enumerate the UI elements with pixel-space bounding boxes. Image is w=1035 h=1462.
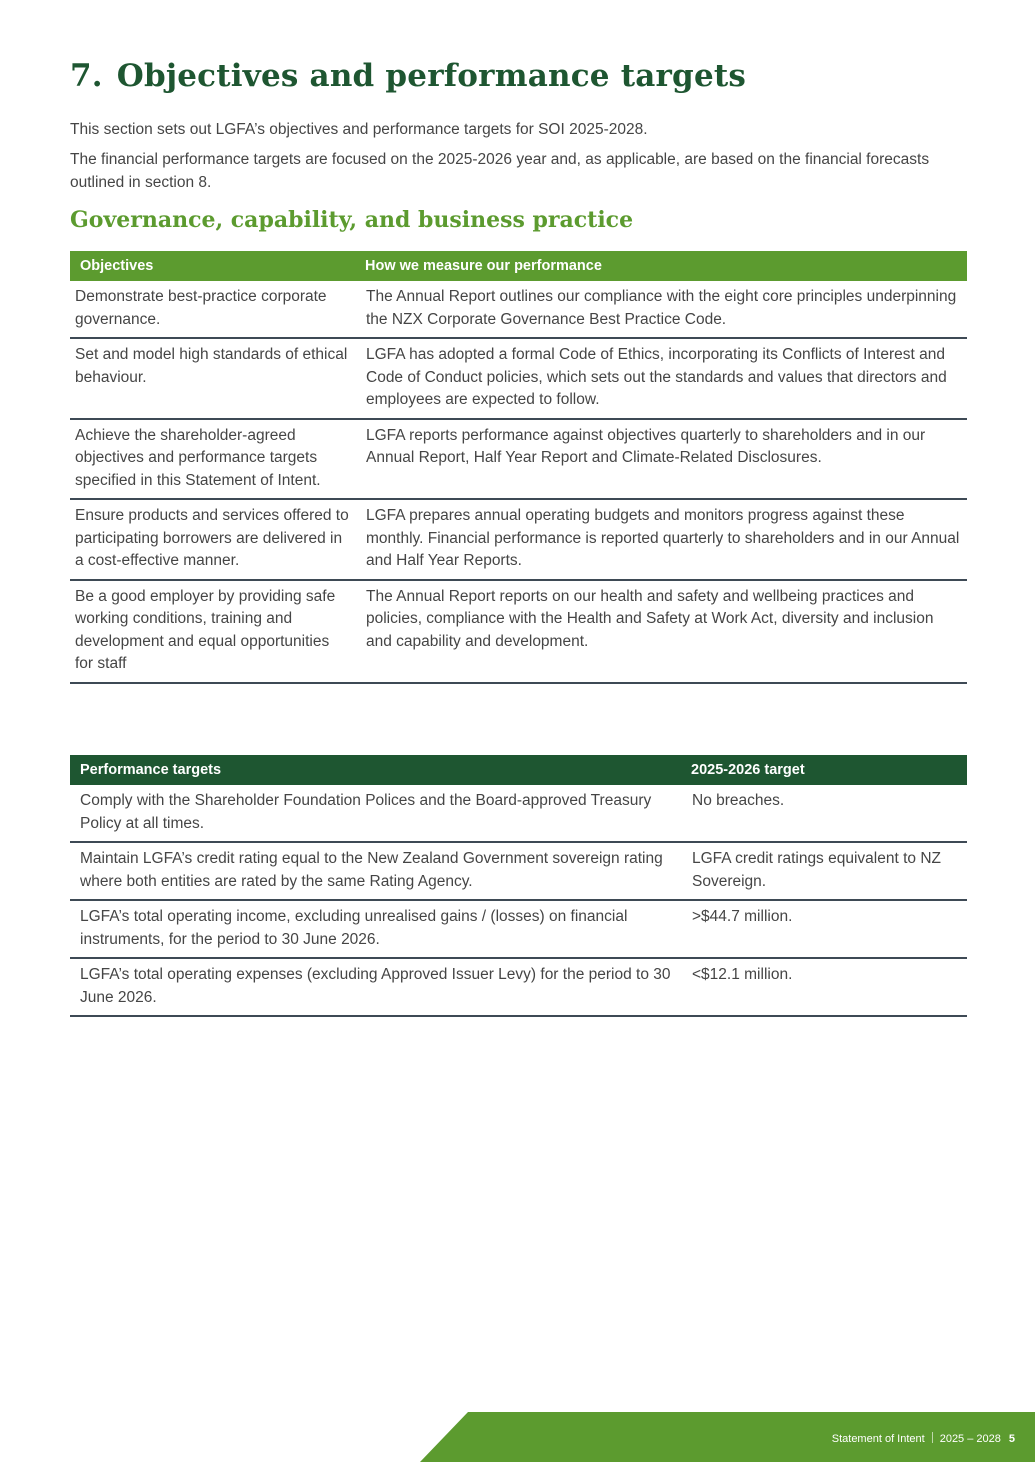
table-row [70,499,967,580]
column-header-target-year: 2025-2026 target [681,755,967,785]
target-value-cell: No breaches. [681,785,967,842]
intro-paragraph: The financial performance targets are focused on the 2025-2026 year and, as applicable, are based on the financial forecasts outlined in section 8. [70,151,930,191]
column-header-objectives: Objectives [70,251,355,281]
objective-cell: Set and model high standards of ethical behaviour. [70,338,355,419]
footer-document-title: Statement of Intent [831,1433,925,1445]
target-cell: LGFA’s total operating income, excluding unrealised gains / (losses) on financial instruments, for the period to 30 June 2026. [70,900,681,958]
governance-table [70,251,967,684]
measure-cell: The Annual Report outlines our compliance with the eight core principles underpinning the NZX Corporate Governance Best Practice Code. [355,281,967,338]
table-row [70,580,967,683]
table-row [70,958,967,1016]
objective-cell: Be a good employer by providing safe working conditions, training and development and equal opportunities for staff [70,580,355,683]
intro-paragraph: This section sets out LGFA’s objectives and performance targets for SOI 2025-2028. [70,121,648,138]
target-cell: LGFA’s total operating expenses (excluding Approved Issuer Levy) for the period to 30 June 2026. [70,958,681,1016]
footer-period: 2025 – 2028 [939,1433,1001,1445]
footer [832,1432,1015,1445]
footer-divider [932,1432,933,1443]
table-row [70,900,967,958]
performance-targets-table [70,755,967,1017]
target-cell: Maintain LGFA’s credit rating equal to the New Zealand Government sovereign rating where both entities are rated by the same Rating Agency. [70,842,681,900]
table-row [70,281,967,338]
table-row [70,785,967,842]
measure-cell: LGFA has adopted a formal Code of Ethics, incorporating its Conflicts of Interest and Code of Conduct policies, which sets out the standards and values that directors and employees are expected to follow. [355,338,967,419]
target-value-cell: <$12.1 million. [681,958,967,1016]
objective-cell: Demonstrate best-practice corporate governance. [70,281,355,338]
measure-cell: LGFA prepares annual operating budgets and monitors progress against these monthly. Financial performance is reported quarterly to shareholders and in our Annual and Half Year Reports. [355,499,967,580]
table-row [70,842,967,900]
section-heading: Governance, capability, and business practice [70,207,634,233]
target-value-cell: LGFA credit ratings equivalent to NZ Sovereign. [681,842,967,900]
table-header-row [70,251,967,281]
column-header-performance-targets: Performance targets [70,755,681,785]
page-number: 5 [1008,1433,1015,1445]
measure-cell: LGFA reports performance against objectives quarterly to shareholders and in our Annual Report, Half Year Report and Climate-Related Disclosures. [355,419,967,500]
measure-cell: The Annual Report reports on our health and safety and wellbeing practices and policies, compliance with the Health and Safety at Work Act, diversity and inclusion and capability and development. [355,580,967,683]
target-value-cell: >$44.7 million. [681,900,967,958]
section-number: 7. [70,58,103,94]
page-title [70,58,746,94]
table-header-row [70,755,967,785]
target-cell: Comply with the Shareholder Foundation Polices and the Board-approved Treasury Policy at all times. [70,785,681,842]
table-row [70,419,967,500]
column-header-measures: How we measure our performance [355,251,967,281]
page-title-text: Objectives and performance targets [116,58,747,94]
table-row [70,338,967,419]
objective-cell: Achieve the shareholder-agreed objectives and performance targets specified in this Statement of Intent. [70,419,355,500]
objective-cell: Ensure products and services offered to participating borrowers are delivered in a cost-effective manner. [70,499,355,580]
